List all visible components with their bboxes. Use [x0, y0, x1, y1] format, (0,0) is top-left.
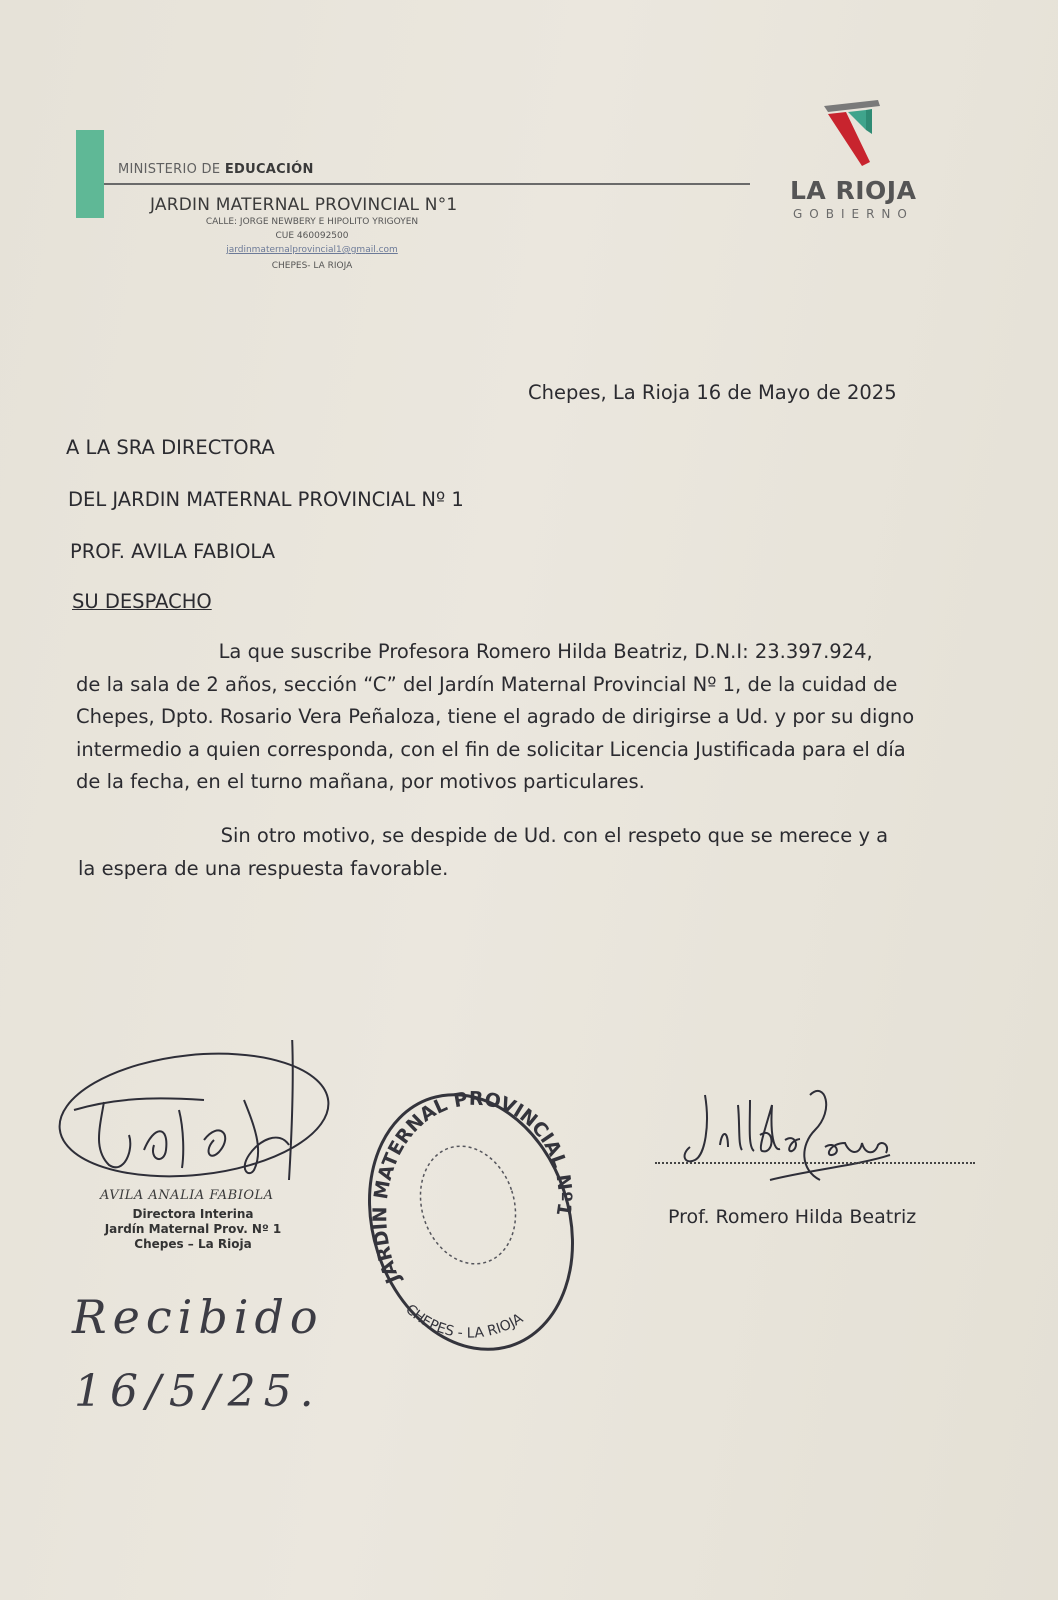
la-rioja-logo-icon: [822, 100, 884, 170]
seal-bottom-text: CHEPES - LA RIOJA: [402, 1301, 526, 1342]
header-divider: [104, 183, 750, 185]
recipient-line: DEL JARDIN MATERNAL PROVINCIAL Nº 1: [68, 488, 464, 511]
gov-sub: GOBIERNO: [793, 207, 914, 221]
header-accent-bar: [76, 130, 104, 218]
received-note: Recibido: [72, 1290, 324, 1344]
director-stamp-role: Jardín Maternal Prov. Nº 1: [104, 1222, 282, 1236]
paragraph-line: de la fecha, en el turno mañana, por motivos particulares.: [76, 770, 645, 793]
recipient-line: A LA SRA DIRECTORA: [66, 436, 275, 459]
paragraph-line: Chepes, Dpto. Rosario Vera Peñaloza, tiene el agrado de dirigirse a Ud. y por su digno: [76, 705, 915, 728]
school-city: CHEPES- LA RIOJA: [271, 261, 353, 271]
gov-name: LA RIOJA: [790, 176, 917, 205]
teacher-name: Prof. Romero Hilda Beatriz: [668, 1206, 917, 1228]
director-signature-icon: [54, 1040, 344, 1190]
school-email: jardinmaternalprovincial1@gmail.com: [226, 245, 398, 255]
date-line: Chepes, La Rioja 16 de Mayo de 2025: [528, 381, 897, 404]
school-name: JARDIN MATERNAL PROVINCIAL N°1: [150, 195, 458, 215]
recipient-line: PROF. AVILA FABIOLA: [70, 540, 276, 563]
paragraph-line: La que suscribe Profesora Romero Hilda Beatriz, D.N.I: 23.397.924,: [76, 640, 873, 663]
director-stamp-name: AVILA ANALIA FABIOLA: [100, 1188, 274, 1203]
school-cue: CUE 460092500: [275, 231, 349, 241]
paragraph-line: la espera de una respuesta favorable.: [78, 856, 449, 880]
svg-text:CHEPES - LA RIOJA: [402, 1301, 526, 1341]
recipient-line: SU DESPACHO: [72, 590, 212, 613]
school-seal-icon: [360, 1080, 582, 1362]
received-date: 16/5/25.: [74, 1366, 322, 1417]
school-address: CALLE: JORGE NEWBERY E HIPOLITO YRIGOYEN: [205, 217, 419, 227]
paragraph-line: de la sala de 2 años, sección “C” del Jardín Maternal Provincial Nº 1, de la cuidad de: [76, 672, 898, 696]
ministry-label: MINISTERIO DE EDUCACIÓN: [118, 162, 314, 177]
director-stamp-role: Directora Interina: [132, 1207, 254, 1221]
teacher-signature-icon: [650, 1085, 990, 1195]
seal-top-text: JARDIN MATERNAL PROVINCIAL Nº1: [369, 1087, 576, 1287]
director-stamp-role: Chepes – La Rioja: [134, 1237, 252, 1251]
paragraph-line: intermedio a quien corresponda, con el fin de solicitar Licencia Justificada para el día: [76, 737, 906, 761]
paragraph-request: [76, 636, 914, 799]
signature-dotted-line: [655, 1162, 975, 1164]
paragraph-closing: [78, 820, 888, 885]
paragraph-line: Sin otro motivo, se despide de Ud. con el respeto que se merece y a: [78, 824, 889, 847]
